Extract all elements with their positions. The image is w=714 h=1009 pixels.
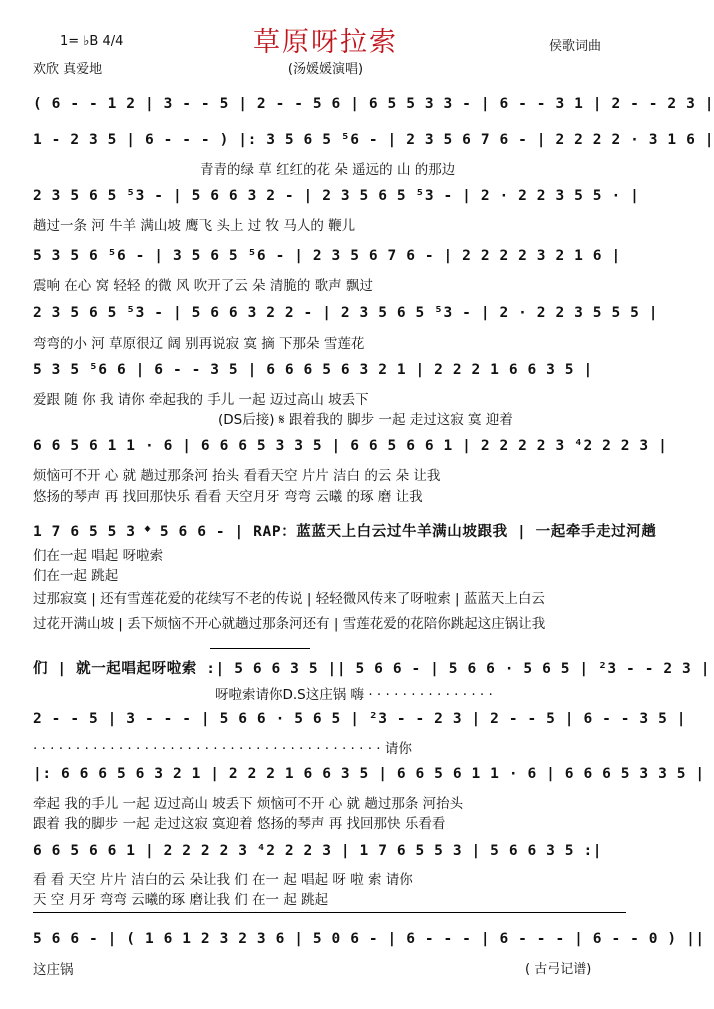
score-line-1: ( 6 - - 1 2 | 3 - - 5 | 2 - - 5 6 | 6 5 5 3 3 - | 6 - - 3 1 | 2 - - 2 3 | xyxy=(33,96,714,112)
score-line-3: 2 3 5 6 5 ⁵3 - | 5 6 6 3 2 - | 2 3 5 6 5 ⁵3 - | 2 · 2 2 3 5 5 · | xyxy=(33,188,640,204)
rap-line: 过花开满山坡 | 丢下烦恼不开心就趟过那条河还有 | 雪莲花爱的花陪你跳起这庄锅让我 xyxy=(33,616,546,632)
rap-line: 过那寂寞 | 还有雪莲花爱的花续写不老的传说 | 轻轻微风传来了呀啦索 | 蓝蓝天上白云 xyxy=(33,591,545,607)
lyric-line: 悠扬的琴声 再 找回那快乐 看看 天空月牙 弯弯 云曦 的琢 磨 让我 xyxy=(33,489,423,505)
transcriber-credit: ( 古弓记谱) xyxy=(525,962,592,977)
score-line-13: 5 6 6 - | ( 1 6 1 2 3 2 3 6 | 5 0 6 - | 6 - - - | 6 - - - | 6 - - 0 ) || xyxy=(33,931,705,947)
key-signature: 1= ♭B 4/4 xyxy=(60,34,124,49)
score-line-5: 2 3 5 6 5 ⁵3 - | 5 6 6 3 2 2 - | 2 3 5 6 5 ⁵3 - | 2 · 2 2 3 5 5 5 | xyxy=(33,305,659,321)
lyric-line: 跟着 我的脚步 一起 走过这寂 寞迎着 悠扬的琴声 再 找回那快 乐看看 xyxy=(33,816,446,832)
lyric-line: 弯弯的小 河 草原很辽 阔 别再说寂 寞 摘 下那朵 雪莲花 xyxy=(33,336,365,352)
lyric-line: 趟过一条 河 牛羊 满山坡 鹰飞 头上 过 牧 马人的 鞭儿 xyxy=(33,218,356,234)
lyric-line: 烦恼可不开 心 就 趟过那条河 抬头 看看天空 片片 洁白 的云 朵 让我 xyxy=(33,468,441,484)
score-line-12: 6 6 5 6 6 1 | 2 2 2 2 3 ⁴2 2 2 3 | 1 7 6 5 5 3 | 5 6 6 3 5 :| xyxy=(33,843,603,859)
lyric-line: 爱跟 随 你 我 请你 牵起我的 手儿 一起 迈过高山 坡丢下 xyxy=(33,392,369,408)
score-line-10: 2 - - 5 | 3 - - - | 5 6 6 · 5 6 5 | ²3 - - 2 3 | 2 - - 5 | 6 - - 3 5 | xyxy=(33,711,687,727)
score-line-6: 5 3 5 ⁵6 6 | 6 - - 3 5 | 6 6 6 5 6 3 2 1 | 2 2 2 1 6 6 3 5 | xyxy=(33,362,593,378)
volta-bracket xyxy=(33,912,626,913)
lyric-line: (DS后接) 𝄋 跟着我的 脚步 一起 走过这寂 寞 迎着 xyxy=(218,412,513,428)
lyric-line: 震响 在心 窝 轻轻 的微 风 吹开了云 朵 清脆的 歌声 飘过 xyxy=(33,278,373,294)
lyric-line: 呀啦索请你D.S这庄锅 嗨 · · · · · · · · · · · · · · · xyxy=(215,687,493,703)
lyric-line: 们在一起 唱起 呀啦索 xyxy=(33,548,164,564)
song-title: 草原呀拉索 xyxy=(253,27,398,58)
tempo-marking: 欢欣 真爱地 xyxy=(33,62,103,77)
score-line-4: 5 3 5 6 ⁵6 - | 3 5 6 5 ⁵6 - | 2 3 5 6 7 6 - | 2 2 2 2 3 2 1 6 | xyxy=(33,248,621,264)
score-line-9: 们 | 就一起唱起呀啦索 :| 5 6 6 3 5 || 5 6 6 - | 5 6 6 · 5 6 5 | ²3 - - 2 3 | xyxy=(33,661,711,677)
lyric-line: 天 空 月牙 弯弯 云曦的琢 磨让我 们 在一 起 跳起 xyxy=(33,892,329,908)
composer-credit: 侯歌词曲 xyxy=(549,39,602,54)
lyric-line: 看 看 天空 片片 洁白的云 朵让我 们 在一 起 唱起 呀 啦 索 请你 xyxy=(33,872,413,888)
score-line-11: |: 6 6 6 5 6 3 2 1 | 2 2 2 1 6 6 3 5 | 6 6 5 6 1 1 · 6 | 6 6 6 5 3 3 5 | xyxy=(33,766,705,782)
lyric-line: 青青的绿 草 红红的花 朵 遥远的 山 的那边 xyxy=(200,162,456,178)
score-line-8: 1 7 6 5 5 3 𝄌 5 6 6 - | RAP：蓝蓝天上白云过牛羊满山坡跟我 | 一起牵手走过河趟 xyxy=(33,524,657,540)
singer-credit: (汤媛媛演唱) xyxy=(287,62,364,77)
lyric-line: · · · · · · · · · · · · · · · · · · · · · · · · · · · · · · · · · · · · · · · · · 请你 xyxy=(33,741,412,757)
lyric-line: 牵起 我的手儿 一起 迈过高山 坡丢下 烦恼可不开 心 就 趟过那条 河抬头 xyxy=(33,796,464,812)
lyric-line: 们在一起 跳起 xyxy=(33,568,119,584)
volta-bracket xyxy=(210,648,310,649)
score-line-7: 6 6 5 6 1 1 · 6 | 6 6 6 5 3 3 5 | 6 6 5 6 6 1 | 2 2 2 2 3 ⁴2 2 2 3 | xyxy=(33,438,668,454)
score-line-2: 1 - 2 3 5 | 6 - - - ) |: 3 5 6 5 ⁵6 - | 2 3 5 6 7 6 - | 2 2 2 2 · 3 1 6 | xyxy=(33,132,714,148)
lyric-line: 这庄锅 xyxy=(33,962,74,978)
